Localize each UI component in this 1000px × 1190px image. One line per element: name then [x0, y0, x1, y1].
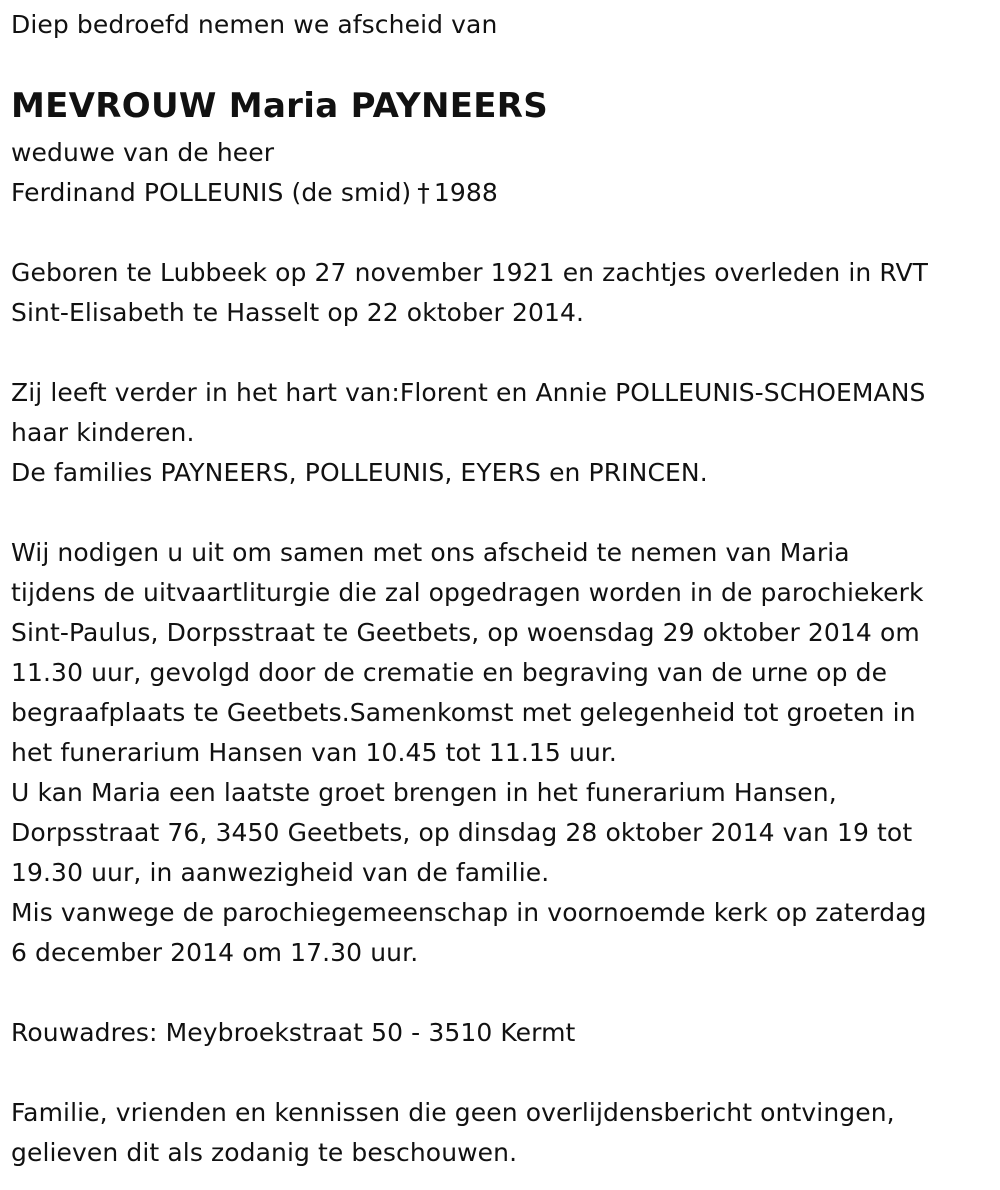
- intro-line: Diep bedroefd nemen we afscheid van: [11, 10, 498, 39]
- paragraph-line: begraafplaats te Geetbets.Samenkomst met gelegenheid tot groeten in: [11, 698, 916, 727]
- paragraph-line: gelieven dit als zodanig te beschouwen.: [11, 1138, 518, 1167]
- paragraph-line: haar kinderen.: [11, 418, 195, 447]
- paragraph-line: tijdens de uitvaartliturgie die zal opgedragen worden in de parochiekerk: [11, 578, 924, 607]
- paragraph-line: 11.30 uur, gevolgd door de crematie en begraving van de urne op de: [11, 658, 888, 687]
- paragraph-line: Sint-Paulus, Dorpsstraat te Geetbets, op woensdag 29 oktober 2014 om: [11, 618, 920, 647]
- spouse-block: [11, 133, 498, 213]
- paragraph-line: U kan Maria een laatste groet brengen in het funerarium Hansen,: [11, 778, 837, 807]
- spouse-line-1: weduwe van de heer: [11, 138, 275, 167]
- notice-paragraph: [11, 1093, 895, 1173]
- deceased-name-heading: MEVROUW Maria PAYNEERS: [11, 86, 549, 126]
- spouse-line-2: [11, 173, 498, 213]
- paragraph-line: 19.30 uur, in aanwezigheid van de familie.: [11, 858, 550, 887]
- paragraph-line: De families PAYNEERS, POLLEUNIS, EYERS en PRINCEN.: [11, 458, 708, 487]
- survived-by-paragraph: [11, 373, 926, 493]
- paragraph-line: Sint-Elisabeth te Hasselt op 22 oktober 2014.: [11, 298, 585, 327]
- paragraph-line: Zij leeft verder in het hart van:Florent en Annie POLLEUNIS-SCHOEMANS: [11, 378, 926, 407]
- paragraph-line: het funerarium Hansen van 10.45 tot 11.15 uur.: [11, 738, 617, 767]
- paragraph-line: Wij nodigen u uit om samen met ons afscheid te nemen van Maria: [11, 538, 850, 567]
- paragraph-line: Geboren te Lubbeek op 27 november 1921 en zachtjes overleden in RVT: [11, 258, 929, 287]
- service-paragraph: [11, 533, 927, 973]
- paragraph-line: Dorpsstraat 76, 3450 Geetbets, op dinsdag 28 oktober 2014 van 19 tot: [11, 818, 913, 847]
- mourning-address: Rouwadres: Meybroekstraat 50 - 3510 Kermt: [11, 1018, 576, 1047]
- spouse-death-year: 1988: [433, 178, 498, 207]
- paragraph-line: Familie, vrienden en kennissen die geen overlijdensbericht ontvingen,: [11, 1098, 895, 1127]
- paragraph-line: 6 december 2014 om 17.30 uur.: [11, 938, 419, 967]
- cross-icon: †: [417, 178, 430, 207]
- paragraph-line: Mis vanwege de parochiegemeenschap in voornoemde kerk op zaterdag: [11, 898, 927, 927]
- spouse-name: Ferdinand POLLEUNIS (de smid): [11, 178, 412, 207]
- birth-death-paragraph: [11, 253, 928, 333]
